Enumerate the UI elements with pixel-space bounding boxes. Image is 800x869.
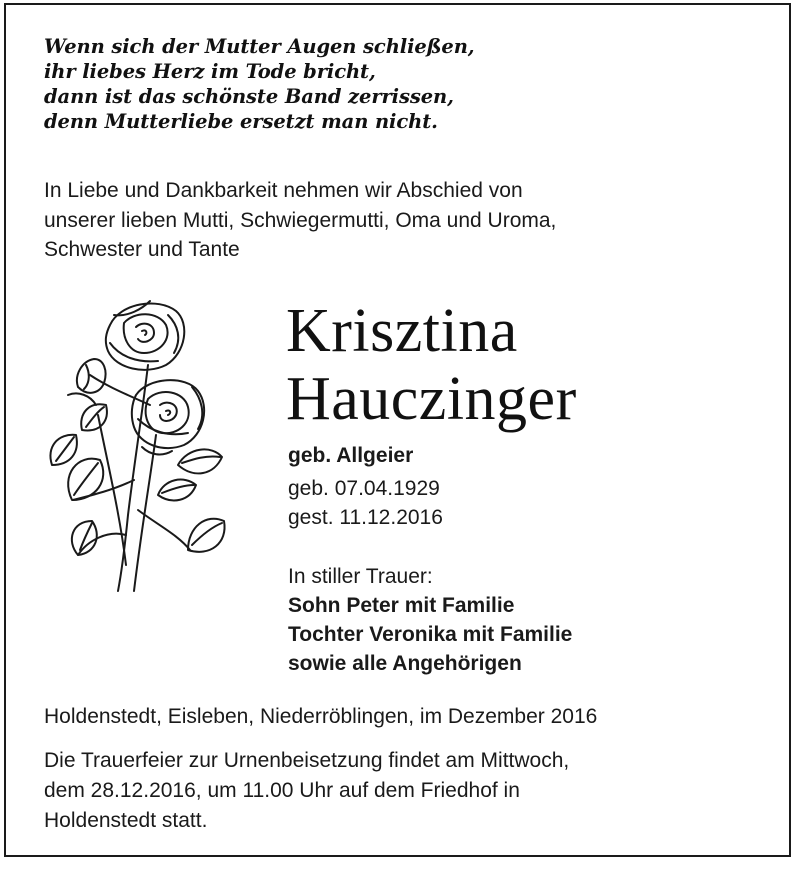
rose-middle [132, 380, 204, 454]
death-date: gest. 11.12.2016 [288, 506, 443, 529]
funeral-line: dem 28.12.2016, um 11.00 Uhr auf dem Friedhof in [44, 779, 520, 802]
life-dates [288, 441, 443, 532]
mourner-name: Sohn Peter mit Familie [288, 594, 515, 617]
mourner-name: Tochter Veronika mit Familie [288, 623, 573, 646]
birth-date: geb. 07.04.1929 [288, 477, 440, 500]
memorial-poem [44, 34, 475, 134]
funeral-notice [44, 746, 569, 836]
poem-line: denn Mutterliebe ersetzt man nicht. [44, 110, 438, 133]
funeral-line: Die Trauerfeier zur Urnenbeisetzung findet am Mittwoch, [44, 749, 570, 772]
stem [138, 510, 190, 550]
mourners-heading: In stiller Trauer: [288, 565, 433, 588]
roses-illustration [38, 295, 248, 595]
stem [118, 365, 148, 591]
stem [134, 435, 156, 591]
deceased-last-name: Hauczinger [286, 365, 577, 433]
maiden-name: geb. Allgeier [288, 444, 414, 467]
place-and-date: Holdenstedt, Eisleben, Niederröblingen, im Dezember 2016 [44, 705, 598, 728]
mourner-name: sowie alle Angehörigen [288, 652, 522, 675]
intro-line: unserer lieben Mutti, Schwiegermutti, Oma und Uroma, [44, 208, 557, 232]
poem-line: ihr liebes Herz im Tode bricht, [44, 60, 376, 83]
intro-line: In Liebe und Dankbarkeit nehmen wir Abschied von [44, 179, 523, 202]
poem-line: Wenn sich der Mutter Augen schließen, [44, 35, 475, 58]
poem-line: dann ist das schönste Band zerrissen, [44, 85, 454, 108]
funeral-line: Holdenstedt statt. [44, 809, 208, 832]
mourners-block [288, 562, 572, 678]
intro-line: Schwester und Tante [44, 238, 240, 261]
deceased-first-name: Krisztina [286, 297, 518, 365]
rose-top [106, 301, 184, 370]
farewell-intro [44, 176, 556, 265]
deceased-name [286, 297, 577, 433]
